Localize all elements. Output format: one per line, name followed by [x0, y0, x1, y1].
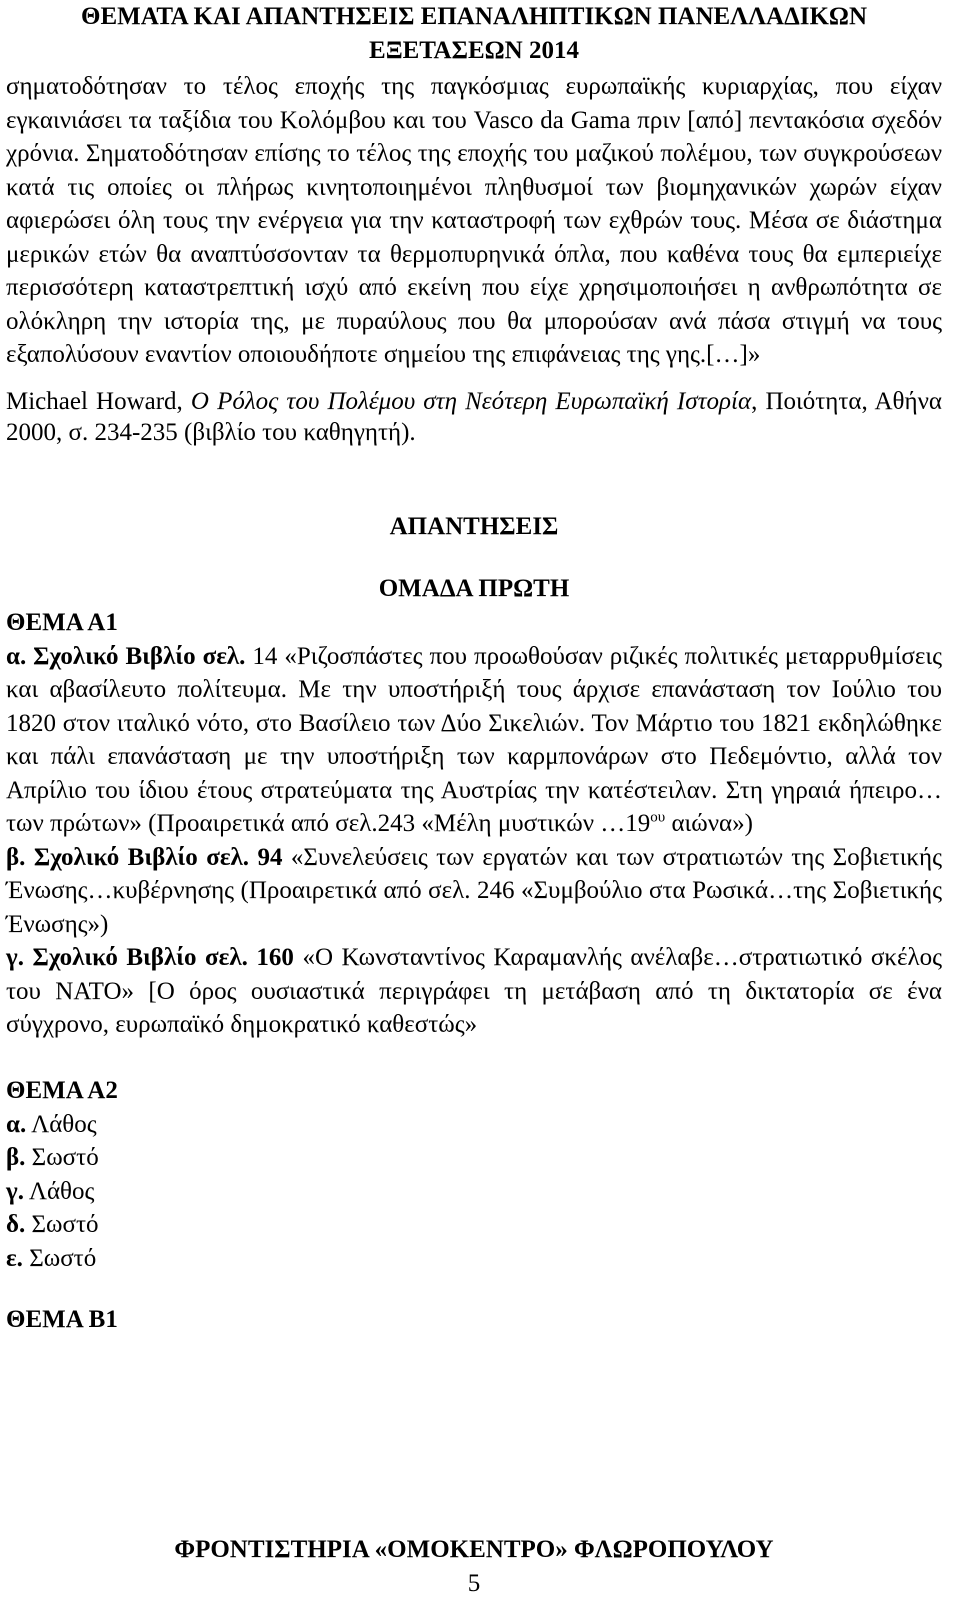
list-item	[6, 1141, 942, 1175]
theme-a1-heading: ΘΕΜΑ Α1	[6, 608, 118, 636]
item-label: γ.	[6, 1177, 24, 1205]
item-value: Λάθος	[23, 1177, 95, 1205]
citation	[6, 386, 942, 448]
item-value: Σωστό	[25, 1144, 99, 1171]
quote-paragraph: σηματοδότησαν το τέλος εποχής της παγκόσμιας ευρωπαϊκής κυριαρχίας, που είχαν εγκαινιάσει τα ταξίδια του Κολόμβου και του Vasco da Gama πριν [από] πεντακόσια σχεδόν χρόνια. Σηματοδότησαν επίσης το τέλος της εποχής του μαζικού πολέμου, των συγκρούσεων κατά τις οποίες οι πλήρως κινητοποιημένοι πληθυσμοί των βιομηχανικών χωρών είχαν αφιερώσει όλη τους την ενέργεια για την καταστροφή των εχθρών τους. Μέσα σε διάστημα μερικών ετών θα αναπτύσσονταν τα θερμοπυρηνικά όπλα, που καθένα τους θα εμπεριείχε περισσότερη καταστρεπτική ισχύ από εκείνη που είχε χρησιμοποιήσει η ανθρωπότητα σε ολόκληρη την ιστορία της, με πυραύλους που θα μπορούσαν ανά πάσα στιγμή να τους εξαπολύσουν εναντίον οποιουδήποτε σημείου της επιφάνειας της γης.[…]»	[6, 73, 942, 368]
footer-title: ΦΡΟΝΤΙΣΤΗΡΙΑ «ΟΜΟΚΕΝΤΡΟ» ΦΛΩΡΟΠΟΥΛΟΥ	[174, 1536, 774, 1563]
theme-a2-heading: ΘΕΜΑ Α2	[6, 1076, 118, 1104]
citation-details: , Ποιότητα, Αθήνα 2000, σ. 234-235 (βιβλίο του καθηγητή).	[6, 387, 942, 446]
item-label: ε.	[6, 1244, 23, 1272]
item-value: Σωστό	[22, 1244, 97, 1272]
answer-text: 14 «Ριζοσπάστες που προωθούσαν ριζικές πολιτικές μεταρρυθμίσεις και αβασίλευτο πολίτευμα. Με την υποστήριξή τους άρχισε επανάσταση τον Ιούλιο του 1820 στον ιταλικό νότο, στο Βασίλειο των Δύο Σικελιών. Τον Μάρτιο του 1821 εκδηλώθηκε και πάλι επανάσταση με την υποστήριξη των καρμπονάρων στο Πεδεμόντιο, αλλά τον Απρίλιο του ίδιου έτους στρατεύματα της Αυστρίας την κατέστειλαν. Στη γηραιά ήπειρο…των πρώτων» (Προαιρετικά από σελ.243 «Μέλη μυστικών …19	[6, 642, 942, 837]
answer-text: «Συνελεύσεις των εργατών και των στρατιωτών της Σοβιετικής Ένωσης…κυβέρνησης (Προαιρετικά από σελ. 246 «Συμβούλιο στα Ρωσικά…της Σοβιετικής Ένωσης»)	[6, 843, 942, 938]
answers-heading: ΑΠΑΝΤΗΣΕΙΣ	[389, 512, 559, 540]
item-label: δ.	[6, 1211, 26, 1238]
list-item	[6, 1208, 942, 1242]
citation-book-title: Ο Ρόλος του Πολέμου στη Νεότερη Ευρωπαϊκή Ιστορία	[190, 387, 752, 415]
item-value: Σωστό	[25, 1211, 99, 1238]
answer-a1-alpha	[6, 640, 942, 841]
header-line-2: ΕΞΕΤΑΣΕΩΝ 2014	[369, 37, 579, 64]
item-label: α.	[6, 1110, 27, 1138]
answer-label: α. Σχολικό Βιβλίο σελ.	[6, 642, 246, 670]
item-label: β.	[6, 1144, 26, 1171]
answer-a1-gamma	[6, 941, 942, 1042]
answer-a1-beta	[6, 841, 942, 942]
answer-text: «Ο Κωνσταντίνος Καραμανλής ανέλαβε…στρατιωτικό σκέλος του ΝΑΤΟ» [Ο όρος ουσιαστικά περιγράφει τη μετάβαση από τη δικτατορία σε ένα σύγχρονο, ευρωπαϊκό δημοκρατικό καθεστώς»	[6, 944, 943, 1038]
answer-page-number: 160	[247, 944, 294, 971]
theme-a2-list	[6, 1108, 942, 1276]
document-page	[6, 0, 943, 1597]
group-heading: ΟΜΑΔΑ ΠΡΩΤΗ	[378, 574, 570, 602]
document-header	[6, 0, 942, 68]
item-value: Λάθος	[26, 1110, 97, 1138]
citation-author: Michael Howard,	[6, 387, 191, 415]
list-item	[6, 1108, 942, 1142]
answer-page-number: 94	[249, 843, 283, 871]
header-line-1: ΘΕΜΑΤΑ ΚΑΙ ΑΠΑΝΤΗΣΕΙΣ ΕΠΑΝΑΛΗΠΤΙΚΩΝ ΠΑΝΕΛΛΑΔΙΚΩΝ	[81, 3, 867, 30]
theme-b1-heading: ΘΕΜΑ Β1	[6, 1306, 118, 1333]
answer-text-end: αιώνα»)	[665, 810, 753, 837]
answer-label: γ. Σχολικό Βιβλίο σελ.	[6, 944, 248, 971]
answer-label: β. Σχολικό Βιβλίο σελ.	[6, 843, 250, 871]
list-item	[6, 1175, 942, 1209]
list-item	[6, 1242, 942, 1276]
page-number: 5	[467, 1570, 481, 1597]
superscript: ου	[650, 809, 666, 826]
